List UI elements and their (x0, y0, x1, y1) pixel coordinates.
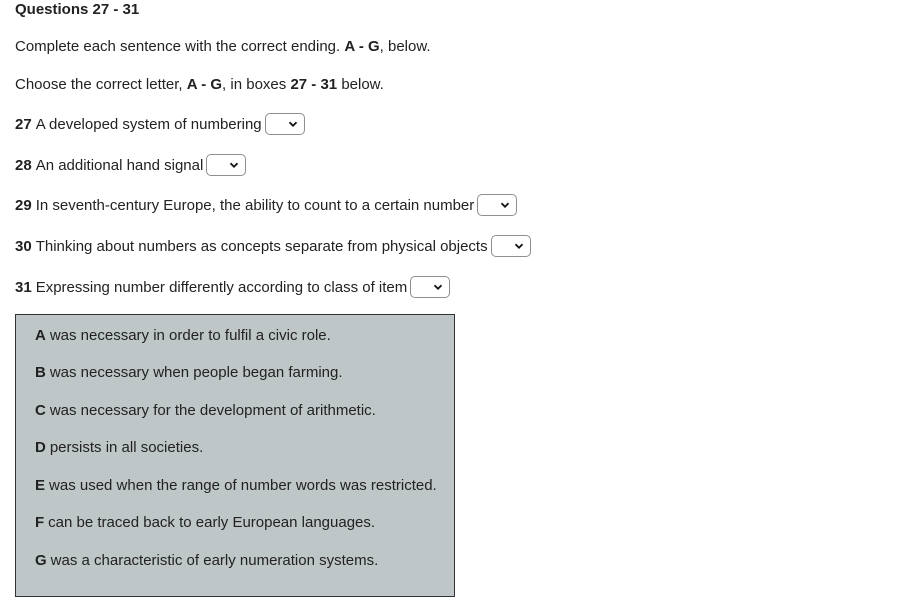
instruction-text: , in boxes (222, 76, 287, 93)
option-text: was necessary for the development of arithmetic. (49, 402, 376, 419)
option-letter: B (35, 364, 46, 381)
option-d (35, 438, 203, 458)
instruction-text: , below. (379, 38, 431, 55)
instruction-box-range: 27 - 31 (290, 76, 338, 93)
option-e (35, 476, 437, 496)
answer-select-28[interactable] (206, 154, 246, 176)
instruction-letter-range: A - G (186, 76, 223, 93)
option-letter: C (35, 402, 46, 419)
chevron-down-icon (288, 119, 298, 129)
instruction-text: below. (341, 76, 384, 93)
chevron-down-icon (500, 200, 510, 210)
question-text: A developed system of numbering (35, 115, 262, 133)
question-number: 31 (15, 278, 32, 296)
instruction-text: Choose the correct letter, (15, 76, 183, 93)
answer-select-27[interactable] (265, 113, 305, 135)
question-row-28 (15, 152, 246, 178)
option-letter: A (35, 327, 46, 344)
question-text: An additional hand signal (35, 156, 204, 174)
answer-select-29[interactable] (477, 194, 517, 216)
option-letter: G (35, 552, 47, 569)
options-box (15, 314, 455, 597)
option-c (35, 401, 376, 421)
option-b (35, 363, 343, 383)
chevron-down-icon (229, 160, 239, 170)
question-number: 29 (15, 196, 32, 214)
question-text: In seventh-century Europe, the ability to count to a certain number (35, 196, 475, 214)
option-text: was a characteristic of early numeration systems. (50, 552, 379, 569)
instruction-letter-range: A - G (344, 38, 380, 55)
question-number: 30 (15, 237, 32, 255)
question-text: Thinking about numbers as concepts separate from physical objects (35, 237, 488, 255)
option-text: can be traced back to early European languages. (48, 514, 376, 531)
page-title: Questions 27 - 31 (15, 1, 140, 18)
option-letter: F (35, 514, 45, 531)
option-text: was necessary in order to fulfil a civic role. (49, 327, 331, 344)
option-text: persists in all societies. (49, 439, 204, 456)
question-row-27 (15, 111, 305, 137)
instruction-line-2 (15, 75, 384, 95)
question-number: 27 (15, 115, 32, 133)
chevron-down-icon (433, 282, 443, 292)
question-row-29 (15, 192, 517, 218)
option-letter: E (35, 477, 46, 494)
instruction-text: Complete each sentence with the correct ending. (15, 38, 341, 55)
chevron-down-icon (514, 241, 524, 251)
option-f (35, 513, 375, 533)
option-text: was used when the range of number words was restricted. (49, 477, 437, 494)
question-row-31 (15, 274, 450, 300)
answer-select-31[interactable] (410, 276, 450, 298)
option-g (35, 551, 378, 571)
question-text: Expressing number differently according to class of item (35, 278, 408, 296)
option-letter: D (35, 439, 46, 456)
instruction-line-1 (15, 37, 431, 57)
question-number: 28 (15, 156, 32, 174)
answer-select-30[interactable] (491, 235, 531, 257)
question-row-30 (15, 233, 531, 259)
option-text: was necessary when people began farming. (49, 364, 343, 381)
option-a (35, 326, 331, 346)
